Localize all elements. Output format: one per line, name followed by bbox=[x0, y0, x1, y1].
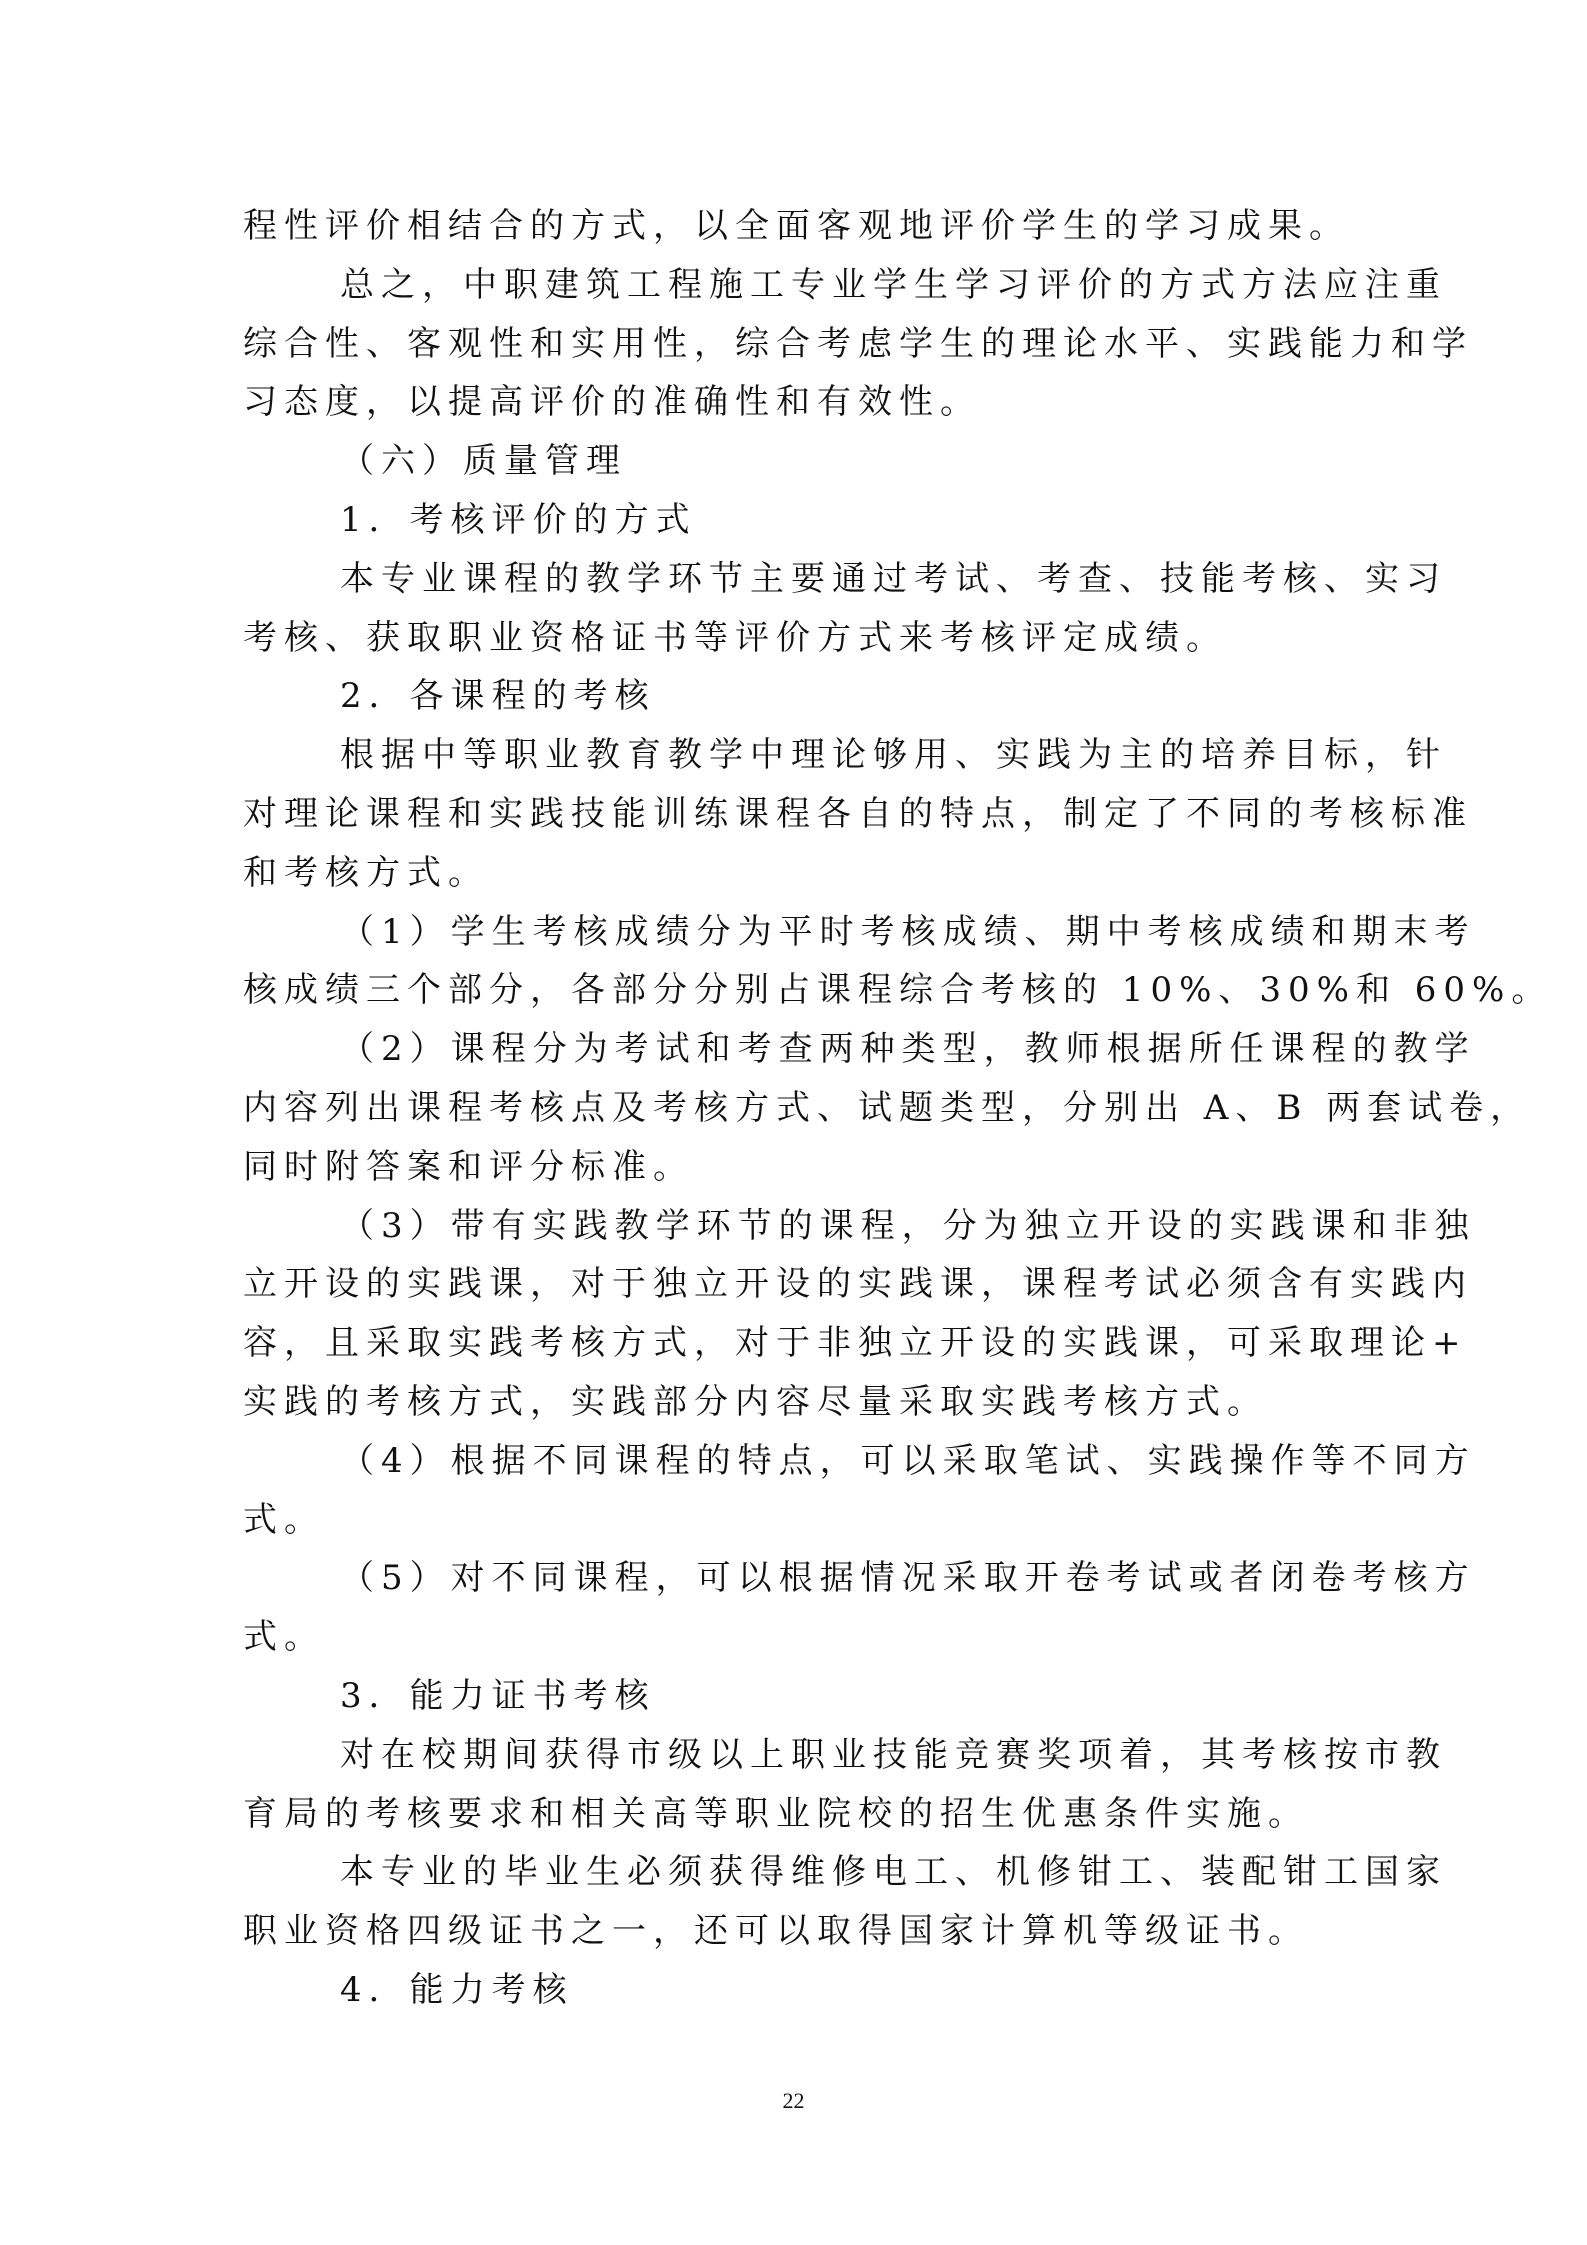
text-line: 立开设的实践课，对于独立开设的实践课，课程考试必须含有实践内 bbox=[243, 1264, 1473, 1305]
text-line: 内容列出课程考核点及考核方式、试题类型，分别出 A、B 两套试卷， bbox=[243, 1087, 1532, 1128]
list-item-start: （1）学生考核成绩分为平时考核成绩、期中考核成绩和期末考 bbox=[340, 911, 1476, 952]
text-line: 式。 bbox=[243, 1499, 325, 1540]
paragraph-start: 本专业课程的教学环节主要通过考试、考查、技能考核、实习 bbox=[340, 558, 1447, 599]
text-line: 同时附答案和评分标准。 bbox=[243, 1146, 694, 1187]
text-line: 考核、获取职业资格证书等评价方式来考核评定成绩。 bbox=[243, 617, 1227, 658]
list-item-start: （3）带有实践教学环节的课程，分为独立开设的实践课和非独 bbox=[340, 1205, 1476, 1246]
text-line: 式。 bbox=[243, 1617, 325, 1658]
page-number: 22 bbox=[782, 2088, 805, 2113]
list-item-start: （5）对不同课程，可以根据情况采取开卷考试或者闭卷考核方 bbox=[340, 1558, 1476, 1599]
subsection-heading: 2．各课程的考核 bbox=[340, 676, 656, 717]
paragraph-start: 对在校期间获得市级以上职业技能竞赛奖项着，其考核按市教 bbox=[340, 1734, 1447, 1775]
paragraph-start: 本专业的毕业生必须获得维修电工、机修钳工、装配钳工国家 bbox=[340, 1852, 1447, 1893]
list-item-start: （4）根据不同课程的特点，可以采取笔试、实践操作等不同方 bbox=[340, 1440, 1476, 1481]
text-line: 容，且采取实践考核方式，对于非独立开设的实践课，可采取理论+ bbox=[243, 1323, 1468, 1364]
subsection-heading: 3．能力证书考核 bbox=[340, 1675, 656, 1716]
list-item-start: （2）课程分为考试和考查两种类型，教师根据所任课程的教学 bbox=[340, 1029, 1476, 1070]
section-heading: （六）质量管理 bbox=[340, 441, 627, 482]
text-line: 综合性、客观性和实用性，综合考虑学生的理论水平、实践能力和学 bbox=[243, 323, 1473, 364]
text-line: 职业资格四级证书之一，还可以取得国家计算机等级证书。 bbox=[243, 1911, 1309, 1952]
text-line: 程性评价相结合的方式，以全面客观地评价学生的学习成果。 bbox=[243, 206, 1350, 246]
text-line: 习态度，以提高评价的准确性和有效性。 bbox=[243, 382, 981, 423]
text-line: 对理论课程和实践技能训练课程各自的特点，制定了不同的考核标准 bbox=[243, 793, 1473, 834]
paragraph-start: 根据中等职业教育教学中理论够用、实践为主的培养目标，针 bbox=[340, 735, 1447, 776]
page-body bbox=[243, 197, 1553, 2020]
text-line: 育局的考核要求和相关高等职业院校的招生优惠条件实施。 bbox=[243, 1793, 1309, 1834]
subsection-heading: 4．能力考核 bbox=[340, 1969, 574, 2010]
text-line: 核成绩三个部分，各部分分别占课程综合考核的 10%、30%和 60%。 bbox=[243, 970, 1553, 1011]
paragraph-start: 总之，中职建筑工程施工专业学生学习评价的方式方法应注重 bbox=[340, 264, 1447, 305]
subsection-heading: 1．考核评价的方式 bbox=[340, 499, 697, 540]
text-line: 和考核方式。 bbox=[243, 852, 489, 893]
text-line: 实践的考核方式，实践部分内容尽量采取实践考核方式。 bbox=[243, 1381, 1268, 1422]
